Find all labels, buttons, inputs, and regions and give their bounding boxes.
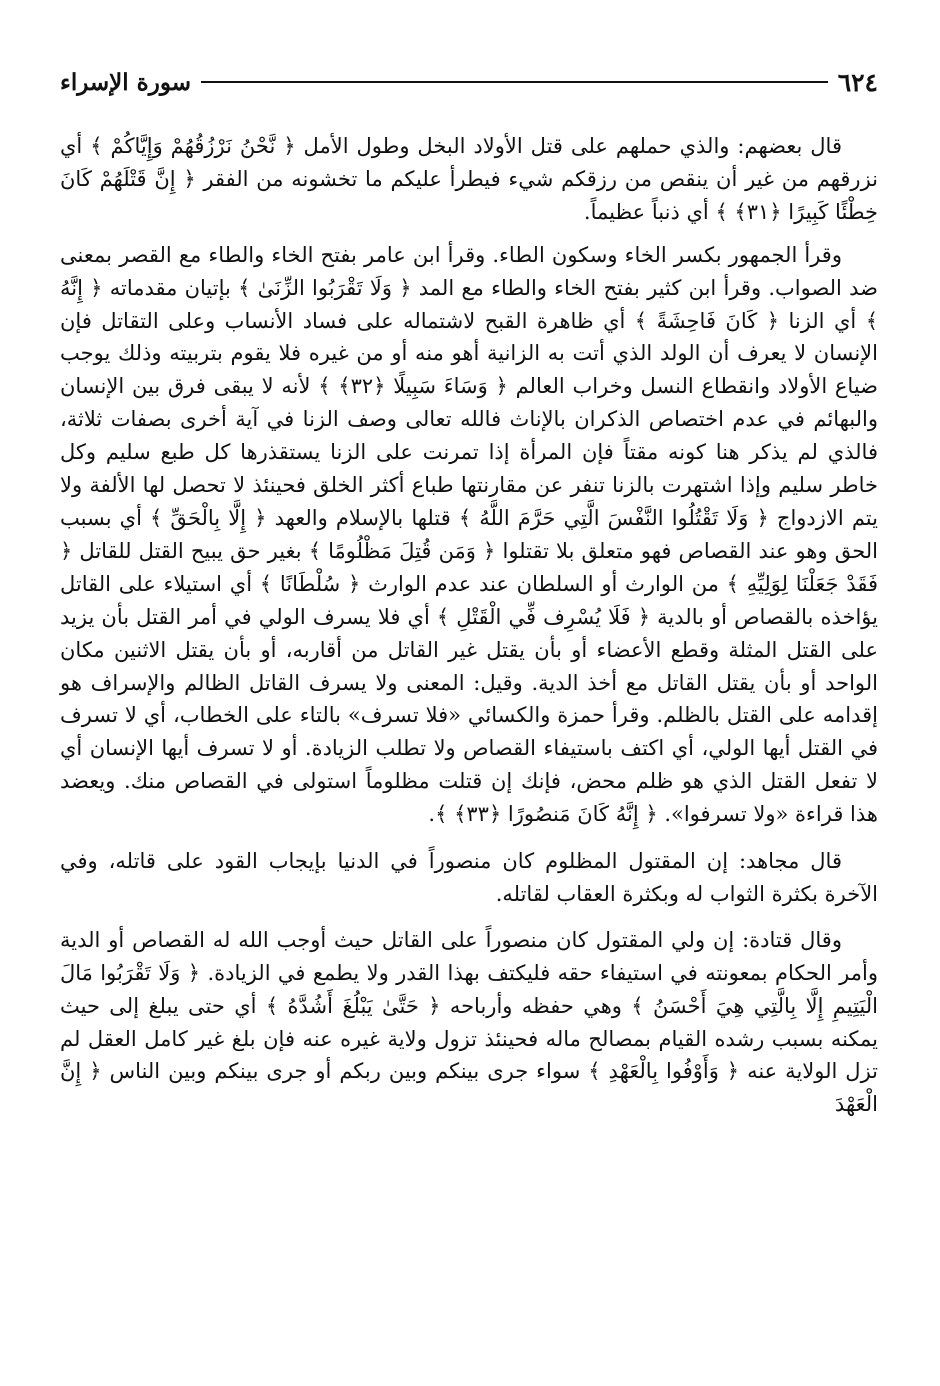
paragraph: قال بعضهم: والذي حملهم على قتل الأولاد البخل وطول الأمل ﴿ نَّحْنُ نَرْزُقُهُمْ وَإِيَّاكُمْ ﴾ أي نزرقهم من غير أن ينقص من رزقكم شيء فيطرأ عليكم ما تخشونه من الفقر ﴿ إِنَّ قَتْلَهُمْ كَانَ خِطْئًا كَبِيرًا ﴿٣١﴾ ﴾ أي ذنباً عظيماً.	[60, 134, 878, 224]
paragraph: وقال قتادة: إن ولي المقتول كان منصوراً على القاتل حيث أوجب الله له القصاص أو الدية وأمر الحكام بمعونته في استيفاء حقه فليكتف بهذا القدر ولا يطمع في الزيادة. ﴿ وَلَا تَقْرَبُوا مَالَ الْيَتِيمِ إِلَّا بِالَّتِي هِيَ أَحْسَنُ ﴾ وهي حفظه وأرباحه ﴿ حَتَّىٰ يَبْلُغَ أَشُدَّهُ ﴾ أي حتى يبلغ إلى حيث يمكنه بسبب رشده القيام بمصالح ماله فحينئذ تزول ولاية غيره عنه فإن بلغ غير كامل العقل لم تزل الولاية عنه ﴿ وَأَوْفُوا بِالْعَهْدِ ﴾ سواء جرى بينكم وبين ربكم أو جرى بينكم وبين الناس ﴿ إِنَّ الْعَهْدَ	[60, 927, 878, 1117]
header-rule	[201, 81, 828, 83]
surah-name: سورة الإسراء	[60, 68, 191, 96]
page-body	[60, 130, 878, 1121]
paragraph: وقرأ الجمهور بكسر الخاء وسكون الطاء. وقرأ ابن عامر بفتح الخاء والطاء مع القصر بمعنى ضد الصواب. وقرأ ابن كثير بفتح الخاء والطاء مع المد ﴿ وَلَا تَقْرَبُوا الزِّنَىٰ ﴾ بإتيان مقدماته ﴿ إِنَّهُ ﴾ أي الزنا ﴿ كَانَ فَاحِشَةً ﴾ أي ظاهرة القبح لاشتماله على فساد الأنساب وعلى التقاتل فإن الإنسان لا يعرف أن الولد الذي أتت به الزانية أهو منه أو من غيره فلا يقوم بتربيته وذلك يوجب ضياع الأولاد وانقطاع النسل وخراب العالم ﴿ وَسَاءَ سَبِيلًا ﴿٣٢﴾ ﴾ لأنه لا يبقى فرق بين الإنسان والبهائم في عدم اختصاص الذكران بالإناث فالله تعالى وصف الزنا في آية أخرى بصفات ثلاثة، فالذي لم يذكر هنا كونه مقتاً فإن المرأة إذا تمرنت على الزنا يستقذرها كل طبع سليم وكل خاطر سليم وإذا اشتهرت بالزنا تنفر عن مقارنتها طباع أكثر الخلق فحينئذ لا تحصل لها الألفة ولا يتم الازدواج ﴿ وَلَا تَقْتُلُوا النَّفْسَ الَّتِي حَرَّمَ اللَّهُ ﴾ قتلها بالإسلام والعهد ﴿ إِلَّا بِالْحَقِّ ﴾ أي بسبب الحق وهو عند القصاص فهو متعلق بلا تقتلوا ﴿ وَمَن قُتِلَ مَظْلُومًا ﴾ بغير حق يبيح القتل للقاتل ﴿ فَقَدْ جَعَلْنَا لِوَلِيِّهِ ﴾ من الوارث أو السلطان عند عدم الوارث ﴿ سُلْطَانًا ﴾ أي استيلاء على القاتل يؤاخذه بالقصاص أو بالدية ﴿ فَلَا يُسْرِف فِّي الْقَتْلِ ﴾ أي فلا يسرف الولي في أمر القتل بأن يزيد على القتل المثلة وقطع الأعضاء أو بأن يقتل غير القاتل من أقاربه، أو بأن يقتل الاثنين مكان الواحد أو بأن يقتل القاتل مع أخذ الدية. وقيل: المعنى ولا يسرف القاتل الظالم والإسراف هو إقدامه على القتل بالظلم. وقرأ حمزة والكسائي «فلا تسرف» بالتاء على الخطاب، أي لا تسرف في القتل أيها الولي، أي اكتف باستيفاء القصاص ولا تطلب الزيادة. أو لا تسرف أيها الإنسان أي لا تفعل القتل الذي هو ظلم محض، فإنك إن قتلت مظلوماً استولى في القصاص منك. ويعضد هذا قراءة «ولا تسرفوا». ﴿ إِنَّهُ كَانَ مَنصُورًا ﴿٣٣﴾ ﴾.	[60, 242, 879, 827]
page-number: ٦٢٤	[837, 67, 878, 97]
page-header	[60, 62, 878, 102]
paragraph: قال مجاهد: إن المقتول المظلوم كان منصوراً في الدنيا بإيجاب القود على قاتله، وفي الآخرة بكثرة الثواب له وبكثرة العقاب لقاتله.	[60, 849, 878, 906]
